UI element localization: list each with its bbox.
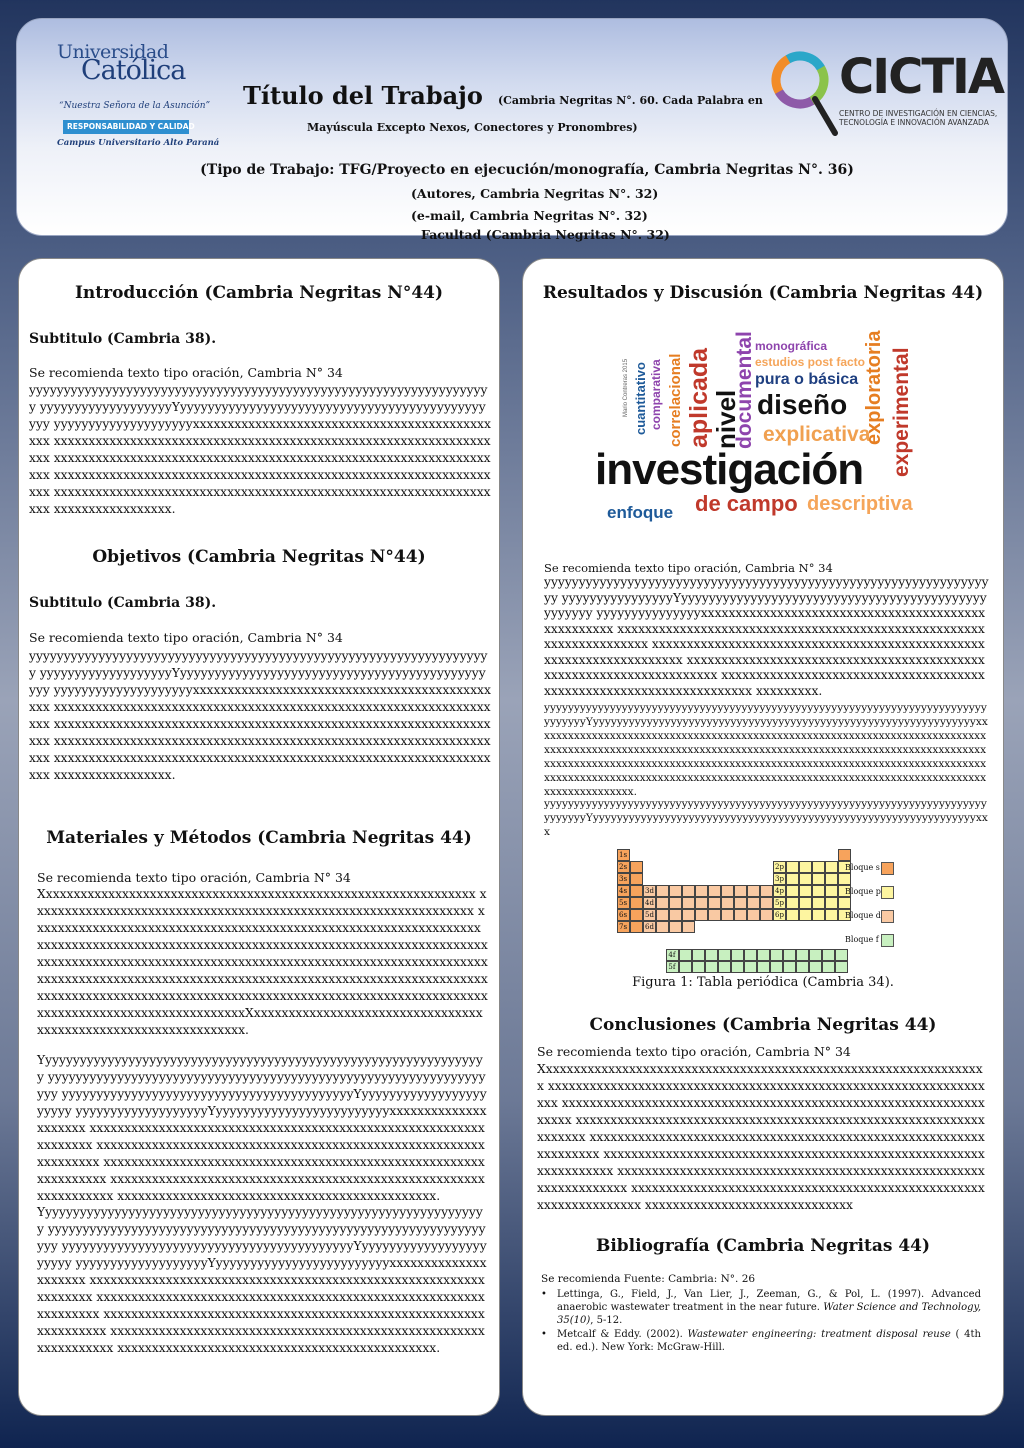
ptable-p-cell [812, 873, 825, 885]
legend-label: Bloque p [845, 887, 881, 896]
word-pura-o-basica: pura o básica [755, 371, 859, 388]
ptable-f-cell [692, 961, 705, 973]
cictia-name: CICTIA [839, 49, 1004, 105]
ptable-d-cell [708, 897, 721, 909]
reference-journal: Water Science and Technology, 35(10) [557, 1302, 981, 1326]
ptable-he-cell [838, 849, 851, 861]
ptable-p-cell [825, 885, 838, 897]
legend-swatch [881, 934, 894, 947]
word-exploratoria: exploratoria [863, 330, 885, 445]
ptable-p-cell [812, 885, 825, 897]
ptable-d-cell [734, 885, 747, 897]
cictia-description [839, 109, 997, 127]
objectives-recommendation: Se recomienda texto tipo oración, Cambria N° 34 [29, 630, 343, 645]
ptable-f-cell [731, 949, 744, 961]
ptable-f-cell [705, 949, 718, 961]
bibliography-title: Bibliografía (Cambria Negritas 44) [595, 1236, 931, 1256]
ptable-f-cell [796, 961, 809, 973]
ptable-d-cell [669, 921, 682, 933]
email: (e-mail, Cambria Negritas N°. 32) [411, 208, 648, 223]
reference-item [541, 1328, 981, 1354]
word-monografica: monográfica [755, 339, 828, 353]
ptable-d-cell [669, 909, 682, 921]
objectives-body: yyyyyyyyyyyyyyyyyyyyyyyyyyyyyyyyyyyyyyyyyyyyyyyyyyyyyyyyyyyyyyyyyyy yyyyyyyyyyyyyyyyyyyYyyyyyyyyyyyyyyyyyyyyyyyyyyyyyyyyyyyyyyyyyyyyyyy yyyyyyyyyyyyyyyyyyyyxxxxxxxxxxxxxxxxxxxxxxxxxxxxxxxxxxxxxxxxxxxxxx xxxxxxxxxxxxxxxxxxxxxxxxxxxxxxxxxxxxxxxxxxxxxxxxxxxxxxxxxxxxxxxxxx xxxxxxxxxxxxxxxxxxxxxxxxxxxxxxxxxxxxxxxxxxxxxxxxxxxxxxxxxxxxxxxxxx xxxxxxxxxxxxxxxxxxxxxxxxxxxxxxxxxxxxxxxxxxxxxxxxxxxxxxxxxxxxxxxxxx xxxxxxxxxxxxxxxxxxxxxxxxxxxxxxxxxxxxxxxxxxxxxxxxxxxxxxxxxxxxxxxxxx xxxxxxxxxxxxxxxxx. [29, 649, 491, 782]
ptable-d-cell [656, 897, 669, 909]
universidad-catolica-logo [57, 41, 220, 151]
methods-body-1: Xxxxxxxxxxxxxxxxxxxxxxxxxxxxxxxxxxxxxxxxxxxxxxxxxxxxxxxxxxxxxxx xxxxxxxxxxxxxxxxxxxxxxxxxxxxxxxxxxxxxxxxxxxxxxxxxxxxxxxxxxxxxxxx xxxxxxxxxxxxxxxxxxxxxxxxxxxxxxxxxxxxxxxxxxxxxxxxxxxxxxxxxxxxxxxxx xxxxxxxxxxxxxxxxxxxxxxxxxxxxxxxxxxxxxxxxxxxxxxxxxxxxxxxxxxxxxxxxx xxxxxxxxxxxxxxxxxxxxxxxxxxxxxxxxxxxxxxxxxxxxxxxxxxxxxxxxxxxxxxxxx xxxxxxxxxxxxxxxxxxxxxxxxxxxxxxxxxxxxxxxxxxxxxxxxxxxxxxxxxxxxxxxxx xxxxxxxxxxxxxxxxxxxxxxxxxxxxxxxxxxxxxxxxxxxxxxxxxxxxxxxxxxxxxxxxx xxxxxxxxxxxxxxxxxxxxxxxxxxxxxxXxxxxxxxxxxxxxxxxxxxxxxxxxxxxxxxxx xxxxxxxxxxxxxxxxxxxxxxxxxxxxxx. [37, 887, 488, 1037]
ptable-d-cell [721, 897, 734, 909]
periodic-table-figure [617, 849, 897, 979]
ptable-p-cell [838, 897, 851, 909]
ptable-s-cell [630, 921, 643, 933]
reference-text: Metcalf & Eddy. (2002). [557, 1329, 688, 1340]
wordcloud-credit: Mario Contreras 2015 [623, 358, 629, 417]
ptable-d-cell [760, 885, 773, 897]
conclusions-recommendation: Se recomienda texto tipo oración, Cambria N° 34 [537, 1044, 851, 1059]
research-word-cloud [595, 330, 923, 522]
ptable-s-cell [630, 873, 643, 885]
ptable-f-cell [731, 961, 744, 973]
ptable-p-cell [799, 885, 812, 897]
right-column [522, 258, 1004, 1416]
intro-recommendation: Se recomienda texto tipo oración, Cambria N° 34 [29, 365, 343, 380]
ptable-p-cell [812, 861, 825, 873]
ptable-d-cell [721, 909, 734, 921]
ptable-d-cell [760, 909, 773, 921]
poster-header [16, 18, 1008, 242]
ptable-p-cell [799, 873, 812, 885]
ptable-s-cell [630, 909, 643, 921]
reference-publisher: ( 4th ed. ed.). New York: McGraw-Hill. [557, 1329, 981, 1353]
ptable-p-cell [812, 897, 825, 909]
cictia-desc-line-2: TECNOLOGÍA E INNOVACIÓN AVANZADA [839, 118, 989, 127]
word-documental: documental [733, 331, 756, 449]
ptable-f-cell [809, 949, 822, 961]
ptable-f-cell [835, 961, 848, 973]
objectives-subtitle: Subtitulo (Cambria 38). [29, 595, 217, 611]
ptable-p-cell [799, 897, 812, 909]
objectives-title: Objetivos (Cambria Negritas N°44) [92, 547, 426, 567]
methods-recommendation: Se recomienda texto tipo oración, Cambria N° 34 [37, 870, 351, 885]
ptable-d-label: 5d [643, 909, 656, 921]
ptable-d-cell [708, 885, 721, 897]
ptable-f-cell [744, 961, 757, 973]
ptable-f-cell [796, 949, 809, 961]
results-recommendation: Se recomienda texto tipo oración, Cambria N° 34 [544, 561, 833, 575]
ptable-f-cell [783, 949, 796, 961]
ptable-f-cell [822, 961, 835, 973]
ptable-f-cell [744, 949, 757, 961]
ptable-p-cell [799, 861, 812, 873]
ptable-f-cell [679, 961, 692, 973]
ptable-p-cell [825, 861, 838, 873]
bibliography-recommendation: Se recomienda Fuente: Cambria: N°. 26 [541, 1273, 756, 1285]
word-investigacion: investigación [595, 445, 864, 494]
logo-band: RESPONSABILIDAD Y CALIDAD [63, 120, 189, 134]
word-aplicada: aplicada [685, 347, 713, 448]
ptable-s-label: 2s [617, 861, 630, 873]
word-explicativa: explicativa [763, 423, 871, 446]
results-body: yyyyyyyyyyyyyyyyyyyyyyyyyyyyyyyyyyyyyyyyyyyyyyyyyyyyyyyyyyyyyyyyyy yyyyyyyyyyyyyyyyYyyyyyyyyyyyyyyyyyyyyyyyyyyyyyyyyyyyyyyyyyyyyyyyyyyy yyyyyyyyyyyyyyyxxxxxxxxxxxxxxxxxxxxxxxxxxxxxxxxxxxxxxxxxxxxxxxxxxx xxxxxxxxxxxxxxxxxxxxxxxxxxxxxxxxxxxxxxxxxxxxxxxxxxxxxxxxxxxxxxxxxxxx xxxxxxxxxxxxxxxxxxxxxxxxxxxxxxxxxxxxxxxxxxxxxxxxxxxxxxxxxxxxxxxxxxxx xxxxxxxxxxxxxxxxxxxxxxxxxxxxxxxxxxxxxxxxxxxxxxxxxxxxxxxxxxxxxxxxxxxx xxxxxxxxxxxxxxxxxxxxxxxxxxxxxxxxxxxxxxxxxxxxxxxxxxxxxxxxxxxxxxxxxxxx xxxxxxxxx. [544, 575, 989, 698]
logo-line-universidad: Universidad [57, 41, 169, 63]
ptable-f-cell [692, 949, 705, 961]
legend-swatch [881, 862, 894, 875]
conclusions-title: Conclusiones (Cambria Negritas 44) [589, 1015, 937, 1035]
results-body-3: yyyyyyyyyyyyyyyyyyyyyyyyyyyyyyyyyyyyyyyyyyyyyyyyyyyyyyyyyyyyyyyyyyyyyyyyyy yyyyyyyYyyyyyyyyyyyyyyyyyyyyyyyyyyyyyyyyyyyyyyyyyyyyyyyyyyyyyyyyyyyyyyyyxx x [544, 798, 988, 838]
ptable-d-cell [747, 885, 760, 897]
ptable-p-cell [786, 861, 799, 873]
ptable-s-cell [630, 885, 643, 897]
ptable-d-label: 6d [643, 921, 656, 933]
ptable-d-cell [669, 897, 682, 909]
ptable-d-cell [656, 909, 669, 921]
ptable-p-cell [838, 873, 851, 885]
legend-swatch [881, 886, 894, 899]
ptable-p-cell [825, 873, 838, 885]
word-descriptiva: descriptiva [807, 493, 913, 515]
ptable-s-label: 5s [617, 897, 630, 909]
ptable-d-cell [734, 909, 747, 921]
ptable-d-cell [682, 897, 695, 909]
ptable-s-label: 1s [617, 849, 630, 861]
results-title: Resultados y Discusión (Cambria Negritas 44) [542, 283, 984, 303]
ptable-f-cell [822, 949, 835, 961]
ptable-f-label: 4f [666, 949, 679, 961]
reference-text: Lettinga, G., Field, J., Van Lier, J., Zeeman, G., & Pol, L. (1997). Advanced anaerobic wastewater treatment in the near future. [557, 1289, 981, 1313]
left-column [18, 258, 500, 1416]
ptable-d-cell [695, 909, 708, 921]
reference-book-title: Wastewater engineering: treatment disposal reuse [687, 1329, 951, 1340]
ptable-f-cell [718, 961, 731, 973]
ptable-d-cell [695, 885, 708, 897]
ptable-p-label: 3p [773, 873, 786, 885]
ptable-d-cell [734, 897, 747, 909]
word-cuantitativo: cuantitativo [633, 362, 648, 435]
word-correlacional: correlacional [667, 353, 684, 447]
logo-line-catolica: Católica [81, 55, 186, 86]
ptable-p-cell [825, 897, 838, 909]
ptable-f-label: 5f [666, 961, 679, 973]
ptable-s-label: 4s [617, 885, 630, 897]
ptable-p-cell [812, 909, 825, 921]
reference-item [541, 1288, 981, 1327]
methods-title: Materiales y Métodos (Cambria Negritas 44) [46, 828, 472, 848]
intro-title: Introducción (Cambria Negritas N°44) [74, 283, 444, 303]
ptable-p-cell [786, 885, 799, 897]
ptable-p-cell [825, 909, 838, 921]
ptable-d-cell [747, 897, 760, 909]
ptable-s-label: 3s [617, 873, 630, 885]
reference-list [541, 1288, 981, 1354]
logo-campus: Campus Universitario Alto Paraná [57, 138, 220, 148]
ptable-s-label: 6s [617, 909, 630, 921]
ptable-d-label: 3d [643, 885, 656, 897]
word-disenio: diseño [757, 389, 848, 420]
legend-label: Bloque f [845, 935, 879, 944]
intro-subtitle: Subtitulo (Cambria 38). [29, 331, 217, 347]
ptable-f-cell [757, 961, 770, 973]
ptable-p-cell [799, 909, 812, 921]
title-note-2: Mayúscula Excepto Nexos, Conectores y Pronombres) [307, 121, 638, 134]
ptable-s-cell [630, 897, 643, 909]
ptable-d-cell [682, 909, 695, 921]
ptable-d-cell [682, 921, 695, 933]
ptable-f-cell [757, 949, 770, 961]
word-nivel: nivel [711, 389, 741, 449]
logo-motto: “Nuestra Señora de la Asunción” [59, 101, 211, 111]
ptable-d-cell [656, 885, 669, 897]
ptable-s-label: 7s [617, 921, 630, 933]
ptable-p-label: 6p [773, 909, 786, 921]
ptable-p-cell [786, 897, 799, 909]
results-body-2: yyyyyyyyyyyyyyyyyyyyyyyyyyyyyyyyyyyyyyyyyyyyyyyyyyyyyyyyyyyyyyyyyyyyyyyyyy yyyyyyyYyyyyyyyyyyyyyyyyyyyyyyyyyyyyyyyyyyyyyyyyyyyyyyyyyyyyyyyyyyyyyyyyxx xxxxxxxxxxxxxxxxxxxxxxxxxxxxxxxxxxxxxxxxxxxxxxxxxxxxxxxxxxxxxxxxxxxxxxxxxx xxxxxxxxxxxxxxxxxxxxxxxxxxxxxxxxxxxxxxxxxxxxxxxxxxxxxxxxxxxxxxxxxxxxxxxxxx xxxxxxxxxxxxxxxxxxxxxxxxxxxxxxxxxxxxxxxxxxxxxxxxxxxxxxxxxxxxxxxxxxxxxxxxxx xxxxxxxxxxxxxxxxxxxxxxxxxxxxxxxxxxxxxxxxxxxxxxxxxxxxxxxxxxxxxxxxxxxxxxxxxx xxxxxxxxxxxxxxx. [544, 702, 988, 798]
ptable-f-cell [718, 949, 731, 961]
word-enfoque: enfoque [607, 503, 674, 522]
title-note: (Cambria Negritas N°. 60. Cada Palabra en [497, 94, 763, 107]
ptable-f-cell [770, 961, 783, 973]
ptable-f-cell [679, 949, 692, 961]
ptable-p-label: 5p [773, 897, 786, 909]
ptable-d-label: 4d [643, 897, 656, 909]
ptable-d-cell [695, 897, 708, 909]
ptable-f-cell [835, 949, 848, 961]
cictia-desc-line-1: CENTRO DE INVESTIGACIÓN EN CIENCIAS, [839, 109, 998, 118]
ptable-p-cell [786, 873, 799, 885]
cictia-logo [767, 43, 1007, 153]
title-row [243, 81, 763, 110]
ptable-d-cell [760, 897, 773, 909]
ptable-f-cell [705, 961, 718, 973]
bibliography [541, 1273, 981, 1354]
authors: (Autores, Cambria Negritas N°. 32) [411, 186, 659, 201]
methods-body-2: Yyyyyyyyyyyyyyyyyyyyyyyyyyyyyyyyyyyyyyyyyyyyyyyyyyyyyyyyyyyyyyyyy yyyyyyyyyyyyyyyyyyyyyyyyyyyyyyyyyyyyyyyyyyyyyyyyyyyyyyyyyyyyyyyyyy yyyyyyyyyyyyyyyyyyyyyyyyyyyyyyyyyyyyyyyyyyYyyyyyyyyyyyyyyyyyyyyyyy yyyyyyyyyyyyyyyyyyyYyyyyyyyyyyyyyyyyyyyyyyyyyxxxxxxxxxxxxxxxxxxxxx xxxxxxxxxxxxxxxxxxxxxxxxxxxxxxxxxxxxxxxxxxxxxxxxxxxxxxxxxxxxxxxxx xxxxxxxxxxxxxxxxxxxxxxxxxxxxxxxxxxxxxxxxxxxxxxxxxxxxxxxxxxxxxxxxx xxxxxxxxxxxxxxxxxxxxxxxxxxxxxxxxxxxxxxxxxxxxxxxxxxxxxxxxxxxxxxxxx xxxxxxxxxxxxxxxxxxxxxxxxxxxxxxxxxxxxxxxxxxxxxxxxxxxxxxxxxxxxxxxxx xxxxxxxxxxxxxxxxxxxxxxxxxxxxxxxxxxxxxxxxxxxxxx. [37, 1053, 487, 1203]
magnifier-icon [767, 47, 839, 143]
poster-title: Título del Trabajo [243, 81, 483, 110]
intro-body: yyyyyyyyyyyyyyyyyyyyyyyyyyyyyyyyyyyyyyyyyyyyyyyyyyyyyyyyyyyyyyyyyyy yyyyyyyyyyyyyyyyyyyYyyyyyyyyyyyyyyyyyyyyyyyyyyyyyyyyyyyyyyyyyyyyyyy yyyyyyyyyyyyyyyyyyyyxxxxxxxxxxxxxxxxxxxxxxxxxxxxxxxxxxxxxxxxxxxxxx xxxxxxxxxxxxxxxxxxxxxxxxxxxxxxxxxxxxxxxxxxxxxxxxxxxxxxxxxxxxxxxxxx xxxxxxxxxxxxxxxxxxxxxxxxxxxxxxxxxxxxxxxxxxxxxxxxxxxxxxxxxxxxxxxxxx xxxxxxxxxxxxxxxxxxxxxxxxxxxxxxxxxxxxxxxxxxxxxxxxxxxxxxxxxxxxxxxxxx xxxxxxxxxxxxxxxxxxxxxxxxxxxxxxxxxxxxxxxxxxxxxxxxxxxxxxxxxxxxxxxxxx xxxxxxxxxxxxxxxxx. [29, 383, 491, 516]
legend-label: Bloque d [845, 911, 881, 920]
methods-body-3: Yyyyyyyyyyyyyyyyyyyyyyyyyyyyyyyyyyyyyyyyyyyyyyyyyyyyyyyyyyyyyyyyy yyyyyyyyyyyyyyyyyyyyyyyyyyyyyyyyyyyyyyyyyyyyyyyyyyyyyyyyyyyyyyyyyy yyyyyyyyyyyyyyyyyyyyyyyyyyyyyyyyyyyyyyyyyyYyyyyyyyyyyyyyyyyyyyyyyy yyyyyyyyyyyyyyyyyyyYyyyyyyyyyyyyyyyyyyyyyyyyyxxxxxxxxxxxxxxxxxxxxx xxxxxxxxxxxxxxxxxxxxxxxxxxxxxxxxxxxxxxxxxxxxxxxxxxxxxxxxxxxxxxxxx xxxxxxxxxxxxxxxxxxxxxxxxxxxxxxxxxxxxxxxxxxxxxxxxxxxxxxxxxxxxxxxxx xxxxxxxxxxxxxxxxxxxxxxxxxxxxxxxxxxxxxxxxxxxxxxxxxxxxxxxxxxxxxxxxx xxxxxxxxxxxxxxxxxxxxxxxxxxxxxxxxxxxxxxxxxxxxxxxxxxxxxxxxxxxxxxxxx xxxxxxxxxxxxxxxxxxxxxxxxxxxxxxxxxxxxxxxxxxxxxx. [37, 1205, 487, 1355]
faculty: Facultad (Cambria Negritas N°. 32) [421, 227, 670, 242]
word-de-campo: de campo [695, 491, 798, 516]
legend-swatch [881, 910, 894, 923]
ptable-d-cell [708, 909, 721, 921]
reference-pages: , 5-12. [590, 1315, 623, 1326]
ptable-f-cell [783, 961, 796, 973]
ptable-p-label: 2p [773, 861, 786, 873]
ptable-s-cell [630, 861, 643, 873]
legend-label: Bloque s [845, 863, 880, 872]
ptable-d-cell [656, 921, 669, 933]
ptable-f-cell [770, 949, 783, 961]
word-estudios: estudios post facto [755, 355, 866, 369]
ptable-f-cell [809, 961, 822, 973]
word-comparativa: comparativa [649, 359, 663, 430]
ptable-d-cell [721, 885, 734, 897]
conclusions-body: Xxxxxxxxxxxxxxxxxxxxxxxxxxxxxxxxxxxxxxxxxxxxxxxxxxxxxxxxxxxxxxxxx xxxxxxxxxxxxxxxxxxxxxxxxxxxxxxxxxxxxxxxxxxxxxxxxxxxxxxxxxxxxxxxxxx xxxxxxxxxxxxxxxxxxxxxxxxxxxxxxxxxxxxxxxxxxxxxxxxxxxxxxxxxxxxxxxxxx xxxxxxxxxxxxxxxxxxxxxxxxxxxxxxxxxxxxxxxxxxxxxxxxxxxxxxxxxxxxxxxxxx xxxxxxxxxxxxxxxxxxxxxxxxxxxxxxxxxxxxxxxxxxxxxxxxxxxxxxxxxxxxxxxxxx xxxxxxxxxxxxxxxxxxxxxxxxxxxxxxxxxxxxxxxxxxxxxxxxxxxxxxxxxxxxxxxxxx xxxxxxxxxxxxxxxxxxxxxxxxxxxxxxxxxxxxxxxxxxxxxxxxxxxxxxxxxxxxxxxxxx xxxxxxxxxxxxxxxxxxxxxxxxxxxxxxxxxxxxxxxxxxxxxxxxxxxxxxxxxxxxxxxxxx xxxxxxxxxxxxxxxxxxxxxxxxxxxxxx [537, 1062, 985, 1212]
work-type: (Tipo de Trabajo: TFG/Proyecto en ejecución/monografía, Cambria Negritas N°. 36) [200, 162, 854, 178]
ptable-d-cell [682, 885, 695, 897]
ptable-d-cell [669, 885, 682, 897]
ptable-d-cell [747, 909, 760, 921]
figure-caption: Figura 1: Tabla periódica (Cambria 34). [632, 975, 894, 990]
word-experimental: experimental [890, 347, 913, 477]
ptable-p-label: 4p [773, 885, 786, 897]
ptable-p-cell [786, 909, 799, 921]
